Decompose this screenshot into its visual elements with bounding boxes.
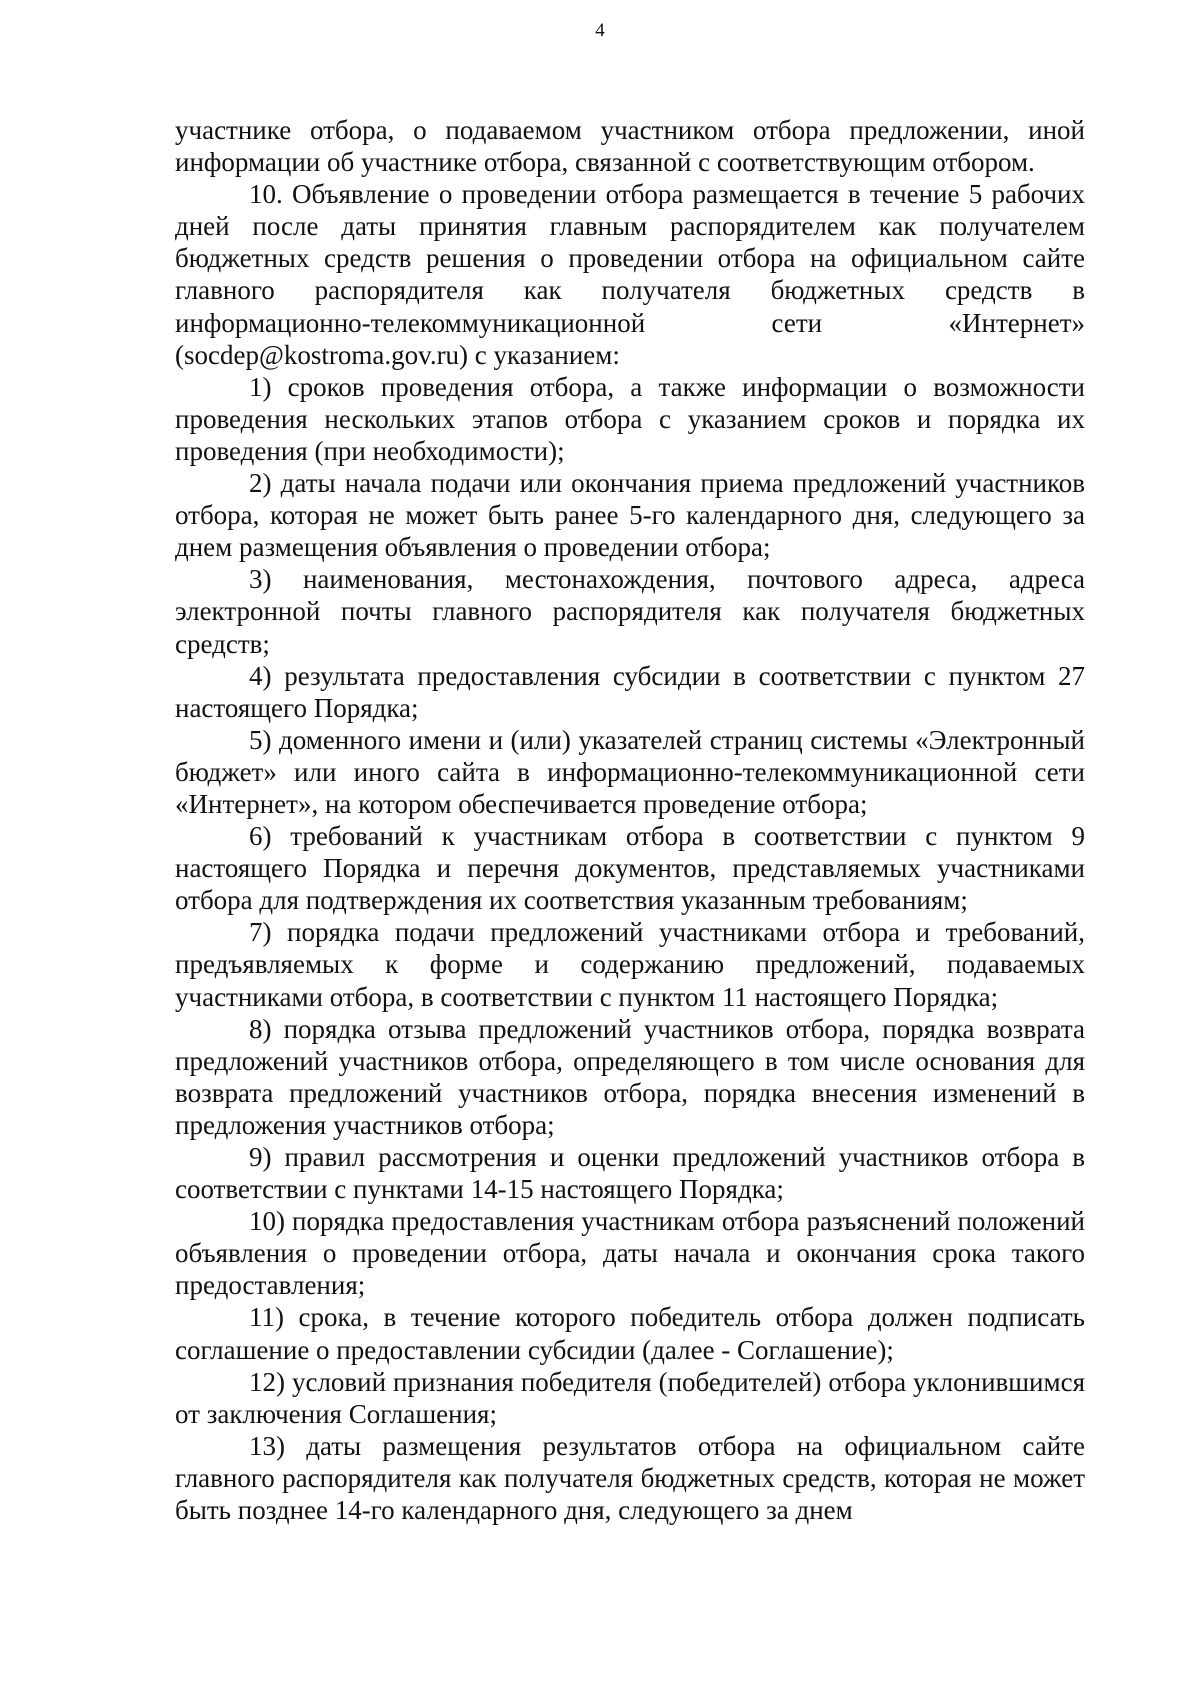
list-item: 5) доменного имени и (или) указателей страниц системы «Электронный бюджет» или иного сайта в информационно-телекоммуникационной сети «Интернет», на котором обеспечивается проведение отбора; — [175, 724, 1085, 819]
list-item: 6) требований к участникам отбора в соответствии с пунктом 9 настоящего Порядка и перечня документов, представляемых участниками отбора для подтверждения их соответствия указанным требованиям; — [175, 821, 1085, 916]
list-item: 1) сроков проведения отбора, а также информации о возможности проведения нескольких этапов отбора с указанием сроков и порядка их проведения (при необходимости); — [175, 371, 1085, 466]
list-item: 9) правил рассмотрения и оценки предложений участников отбора в соответствии с пунктами 14-15 настоящего Порядка; — [175, 1142, 1085, 1205]
list-item: 12) условий признания победителя (победителей) отбора уклонившимся от заключения Соглашения; — [175, 1366, 1085, 1429]
list-item: 10) порядка предоставления участникам отбора разъяснений положений объявления о проведении отбора, даты начала и окончания срока такого предоставления; — [175, 1206, 1085, 1301]
page-number: 4 — [595, 20, 605, 41]
list-item: 11) срока, в течение которого победитель отбора должен подписать соглашение о предоставлении субсидии (далее - Соглашение); — [175, 1302, 1085, 1365]
paragraph-continuation: участнике отбора, о подаваемом участником отбора предложении, иной информации об участнике отбора, связанной с соответствующим отбором. — [175, 115, 1085, 178]
list-item: 8) порядка отзыва предложений участников отбора, порядка возврата предложений участников отбора, определяющего в том числе основания для возврата предложений участников отбора, порядка внесения изменений в предложения участников отбора; — [175, 1013, 1085, 1140]
list-item: 13) даты размещения результатов отбора на официальном сайте главного распорядителя как получателя бюджетных средств, которая не может быть позднее 14-го календарного дня, следующего за днем — [175, 1430, 1085, 1526]
list-item: 4) результата предоставления субсидии в соответствии с пунктом 27 настоящего Порядка; — [175, 660, 1085, 723]
paragraph-clause-10: 10. Объявление о проведении отбора размещается в течение 5 рабочих дней после даты принятия главным распорядителем как получателем бюджетных средств решения о проведении отбора на официальном сайте главного распорядителя как получателя бюджетных средств в информационно-телекоммуникационной сети «Интернет» (socdep@kostroma.gov.ru) с указанием: — [175, 179, 1085, 370]
list-item: 7) порядка подачи предложений участниками отбора и требований, предъявляемых к форме и содержанию предложений, подаваемых участниками отбора, в соответствии с пунктом 11 настоящего Порядка; — [175, 917, 1085, 1012]
list-item: 3) наименования, местонахождения, почтового адреса, адреса электронной почты главного распорядителя как получателя бюджетных средств; — [175, 564, 1085, 659]
list-item: 2) даты начала подачи или окончания приема предложений участников отбора, которая не может быть ранее 5-го календарного дня, следующего за днем размещения объявления о проведении отбора; — [175, 468, 1085, 563]
document-body — [175, 114, 1085, 1526]
